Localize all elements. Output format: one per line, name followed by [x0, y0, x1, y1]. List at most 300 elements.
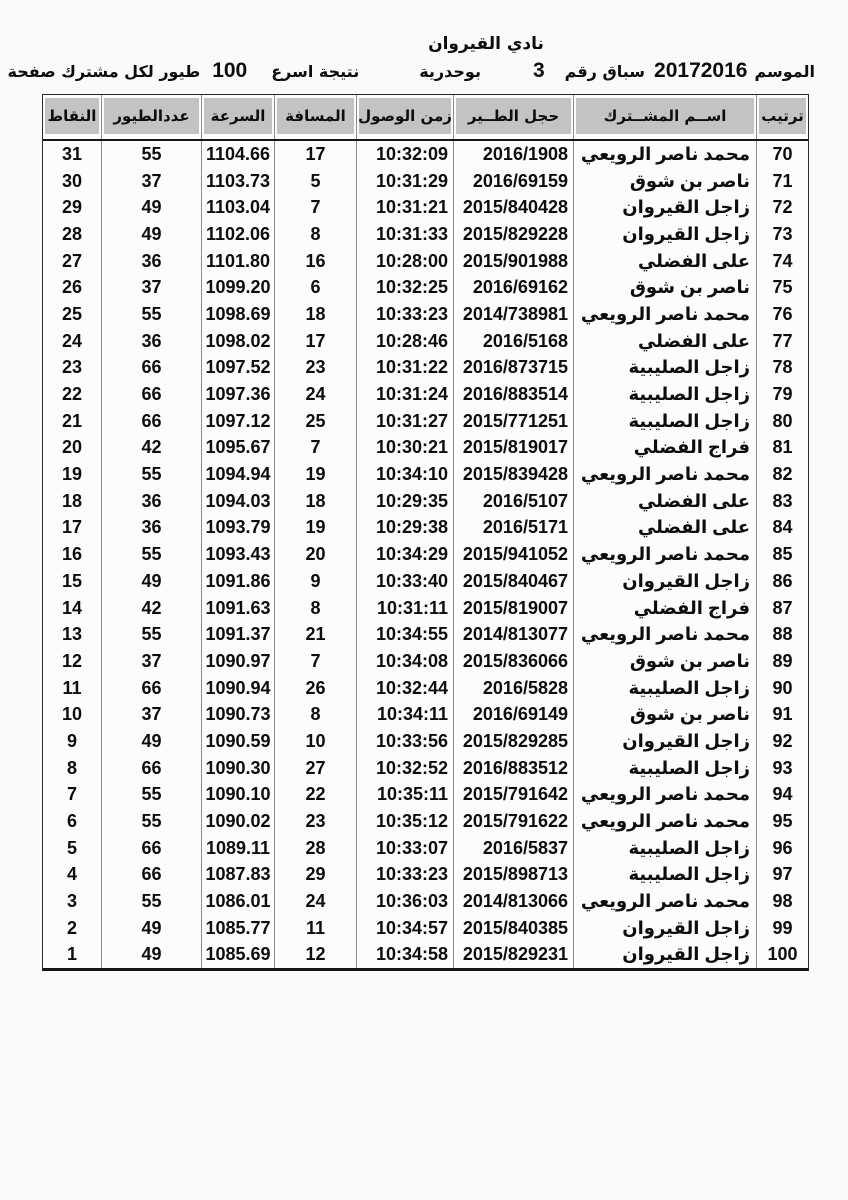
cell-name: زاجل القيروان	[573, 194, 756, 221]
cell-ring: 2015/941052	[453, 541, 573, 568]
cell-name: زاجل الصليبية	[573, 755, 756, 782]
cell-birds: 37	[101, 168, 201, 195]
cell-speed: 1101.80	[201, 248, 274, 275]
cell-distance: 21	[274, 621, 356, 648]
cell-time: 10:28:46	[356, 328, 453, 355]
cell-name: محمد ناصر الرويعي	[573, 301, 756, 328]
cell-birds: 49	[101, 942, 201, 969]
cell-birds: 66	[101, 355, 201, 382]
cell-points: 22	[61, 384, 83, 405]
cell-birds: 55	[101, 141, 201, 168]
cell-distance: 25	[274, 408, 356, 435]
cell-rank: 83	[756, 488, 808, 515]
cell-speed: 1104.66	[201, 141, 274, 168]
season-label: الموسم	[754, 62, 815, 81]
cell-distance: 19	[274, 461, 356, 488]
cell-time: 10:29:35	[356, 488, 453, 515]
cell-distance: 5	[274, 168, 356, 195]
cell-distance: 7	[274, 194, 356, 221]
cell-time: 10:35:12	[356, 808, 453, 835]
cell-birds: 36	[101, 328, 201, 355]
cell-points: 1	[67, 944, 78, 965]
cell-speed: 1098.02	[201, 328, 274, 355]
cell-points: 24	[61, 330, 83, 351]
cell-name: زاجل القيروان	[573, 915, 756, 942]
cell-time: 10:34:10	[356, 461, 453, 488]
table-row	[43, 488, 808, 515]
cell-birds: 36	[101, 248, 201, 275]
cell-points: 18	[61, 490, 83, 511]
cell-rank: 90	[756, 675, 808, 702]
table-row	[43, 782, 808, 809]
cell-ring: 2015/898713	[453, 862, 573, 889]
cell-rank: 100	[756, 942, 808, 969]
cell-ring: 2016/5107	[453, 488, 573, 515]
cell-ring: 2015/771251	[453, 408, 573, 435]
table-row	[43, 248, 808, 275]
cell-ring: 2015/829285	[453, 728, 573, 755]
cell-birds: 66	[101, 835, 201, 862]
cell-time: 10:34:29	[356, 541, 453, 568]
table-row	[43, 194, 808, 221]
cell-name: محمد ناصر الرويعي	[573, 782, 756, 809]
cell-distance: 8	[274, 701, 356, 728]
header-points	[43, 95, 101, 139]
cell-time: 10:31:22	[356, 355, 453, 382]
cell-speed: 1090.10	[201, 782, 274, 809]
cell-points: 11	[62, 677, 82, 698]
cell-ring: 2016/873715	[453, 355, 573, 382]
cell-time: 10:29:38	[356, 515, 453, 542]
cell-name: زاجل الصليبية	[573, 675, 756, 702]
header-bird-count	[101, 95, 201, 139]
cell-points: 5	[67, 837, 78, 858]
cell-speed: 1090.02	[201, 808, 274, 835]
cell-birds: 49	[101, 194, 201, 221]
cell-points: 14	[61, 597, 83, 618]
cell-speed: 1089.11	[201, 835, 274, 862]
table-row	[43, 381, 808, 408]
cell-points: 10	[61, 704, 83, 725]
cell-points: 23	[61, 357, 83, 378]
header-arrival-time-label: زمن الوصول	[359, 98, 451, 134]
cell-rank: 73	[756, 221, 808, 248]
cell-points: 8	[67, 757, 78, 778]
cell-birds: 49	[101, 568, 201, 595]
cell-name: زاجل الصليبية	[573, 862, 756, 889]
table-row	[43, 541, 808, 568]
cell-distance: 10	[274, 728, 356, 755]
cell-rank: 74	[756, 248, 808, 275]
cell-time: 10:33:07	[356, 835, 453, 862]
cell-points: 13	[61, 624, 83, 645]
club-title: نادي القيروان	[428, 34, 544, 54]
cell-birds: 55	[101, 782, 201, 809]
cell-points: 25	[61, 303, 83, 324]
cell-distance: 24	[274, 888, 356, 915]
cell-birds: 36	[101, 515, 201, 542]
cell-rank: 91	[756, 701, 808, 728]
cell-birds: 49	[101, 221, 201, 248]
cell-time: 10:32:25	[356, 274, 453, 301]
cell-speed: 1099.20	[201, 274, 274, 301]
cell-time: 10:34:08	[356, 648, 453, 675]
table-row	[43, 595, 808, 622]
cell-distance: 9	[274, 568, 356, 595]
cell-name: ناصر بن شوق	[573, 648, 756, 675]
cell-speed: 1090.94	[201, 675, 274, 702]
header-rank	[756, 95, 808, 139]
race-number-value: 3	[532, 59, 545, 82]
cell-speed: 1090.73	[201, 701, 274, 728]
cell-distance: 18	[274, 301, 356, 328]
table-row	[43, 835, 808, 862]
cell-distance: 11	[274, 915, 356, 942]
header-bird-ring-label: حجل الطــير	[456, 98, 571, 134]
cell-speed: 1103.73	[201, 168, 274, 195]
cell-rank: 99	[756, 915, 808, 942]
cell-name: زاجل الصليبية	[573, 408, 756, 435]
cell-time: 10:28:00	[356, 248, 453, 275]
cell-distance: 8	[274, 595, 356, 622]
cell-name: زاجل الصليبية	[573, 355, 756, 382]
cell-ring: 2015/819017	[453, 435, 573, 462]
cell-birds: 36	[101, 488, 201, 515]
cell-name: محمد ناصر الرويعي	[573, 888, 756, 915]
cell-time: 10:32:09	[356, 141, 453, 168]
cell-distance: 17	[274, 328, 356, 355]
table-body	[43, 141, 808, 968]
cell-speed: 1085.69	[201, 942, 274, 969]
cell-birds: 37	[101, 701, 201, 728]
cell-distance: 23	[274, 808, 356, 835]
header-participant-name-label: اســم المشــترك	[576, 98, 754, 134]
cell-distance: 12	[274, 942, 356, 969]
cell-ring: 2015/901988	[453, 248, 573, 275]
cell-time: 10:34:11	[356, 701, 453, 728]
cell-name: محمد ناصر الرويعي	[573, 141, 756, 168]
cell-time: 10:31:21	[356, 194, 453, 221]
cell-birds: 55	[101, 541, 201, 568]
cell-rank: 89	[756, 648, 808, 675]
cell-rank: 84	[756, 515, 808, 542]
header-speed	[201, 95, 274, 139]
cell-time: 10:31:29	[356, 168, 453, 195]
cell-points: 4	[67, 864, 78, 885]
cell-birds: 66	[101, 381, 201, 408]
cell-name: ناصر بن شوق	[573, 274, 756, 301]
table-row	[43, 648, 808, 675]
table-row	[43, 568, 808, 595]
cell-rank: 71	[756, 168, 808, 195]
cell-speed: 1097.52	[201, 355, 274, 382]
per-participant-label: طيور لكل مشترك صفحة	[7, 62, 201, 81]
table-row	[43, 461, 808, 488]
cell-ring: 2015/836066	[453, 648, 573, 675]
cell-rank: 98	[756, 888, 808, 915]
cell-points: 29	[61, 197, 83, 218]
cell-ring: 2016/5837	[453, 835, 573, 862]
report-info-line	[7, 59, 815, 83]
cell-name: على الفضلي	[573, 515, 756, 542]
cell-distance: 7	[274, 435, 356, 462]
cell-distance: 20	[274, 541, 356, 568]
cell-points: 28	[61, 223, 83, 244]
cell-distance: 19	[274, 515, 356, 542]
cell-distance: 24	[274, 381, 356, 408]
cell-ring: 2015/829231	[453, 942, 573, 969]
cell-points: 31	[61, 143, 83, 164]
cell-speed: 1095.67	[201, 435, 274, 462]
cell-speed: 1091.37	[201, 621, 274, 648]
cell-rank: 95	[756, 808, 808, 835]
cell-rank: 82	[756, 461, 808, 488]
table-row	[43, 408, 808, 435]
cell-birds: 37	[101, 274, 201, 301]
cell-points: 17	[61, 517, 83, 538]
cell-rank: 72	[756, 194, 808, 221]
cell-speed: 1087.83	[201, 862, 274, 889]
cell-birds: 37	[101, 648, 201, 675]
cell-rank: 88	[756, 621, 808, 648]
cell-time: 10:33:56	[356, 728, 453, 755]
cell-points: 30	[61, 170, 83, 191]
result-count-value: 100	[212, 59, 248, 82]
cell-points: 12	[61, 650, 83, 671]
cell-rank: 92	[756, 728, 808, 755]
table-row	[43, 888, 808, 915]
table-row	[43, 168, 808, 195]
table-row	[43, 515, 808, 542]
cell-ring: 2015/791622	[453, 808, 573, 835]
cell-distance: 26	[274, 675, 356, 702]
cell-speed: 1098.69	[201, 301, 274, 328]
cell-name: زاجل القيروان	[573, 728, 756, 755]
cell-name: فراج الفضلي	[573, 435, 756, 462]
race-number-label: سباق رقم	[564, 62, 646, 81]
cell-points: 6	[67, 811, 78, 832]
cell-time: 10:32:44	[356, 675, 453, 702]
cell-birds: 66	[101, 862, 201, 889]
cell-points: 27	[61, 250, 83, 271]
cell-rank: 96	[756, 835, 808, 862]
cell-distance: 16	[274, 248, 356, 275]
header-arrival-time	[356, 95, 453, 139]
cell-birds: 66	[101, 408, 201, 435]
cell-time: 10:31:24	[356, 381, 453, 408]
cell-rank: 78	[756, 355, 808, 382]
cell-time: 10:33:23	[356, 301, 453, 328]
cell-distance: 7	[274, 648, 356, 675]
table-row	[43, 701, 808, 728]
table-row	[43, 728, 808, 755]
table-row	[43, 915, 808, 942]
results-table	[42, 94, 809, 971]
cell-birds: 55	[101, 621, 201, 648]
cell-distance: 17	[274, 141, 356, 168]
cell-birds: 55	[101, 301, 201, 328]
cell-time: 10:33:40	[356, 568, 453, 595]
cell-distance: 8	[274, 221, 356, 248]
cell-speed: 1103.04	[201, 194, 274, 221]
cell-speed: 1097.36	[201, 381, 274, 408]
cell-name: فراج الفضلي	[573, 595, 756, 622]
cell-ring: 2016/5828	[453, 675, 573, 702]
cell-ring: 2015/829228	[453, 221, 573, 248]
cell-name: ناصر بن شوق	[573, 168, 756, 195]
cell-speed: 1094.03	[201, 488, 274, 515]
cell-speed: 1094.94	[201, 461, 274, 488]
table-row	[43, 274, 808, 301]
cell-ring: 2016/883514	[453, 381, 573, 408]
table-row	[43, 808, 808, 835]
table-row	[43, 435, 808, 462]
cell-speed: 1086.01	[201, 888, 274, 915]
cell-time: 10:33:23	[356, 862, 453, 889]
season-value: 20172016	[654, 59, 748, 82]
cell-ring: 2015/840467	[453, 568, 573, 595]
cell-points: 7	[67, 784, 78, 805]
cell-points: 20	[61, 437, 83, 458]
cell-rank: 81	[756, 435, 808, 462]
cell-birds: 66	[101, 675, 201, 702]
cell-points: 2	[67, 917, 78, 938]
cell-name: زاجل القيروان	[573, 568, 756, 595]
cell-ring: 2015/839428	[453, 461, 573, 488]
table-row	[43, 221, 808, 248]
cell-speed: 1085.77	[201, 915, 274, 942]
cell-points: 26	[61, 277, 83, 298]
cell-speed: 1093.79	[201, 515, 274, 542]
cell-ring: 2016/1908	[453, 141, 573, 168]
cell-rank: 87	[756, 595, 808, 622]
cell-time: 10:31:33	[356, 221, 453, 248]
cell-rank: 79	[756, 381, 808, 408]
cell-distance: 23	[274, 355, 356, 382]
cell-ring: 2014/738981	[453, 301, 573, 328]
cell-distance: 6	[274, 274, 356, 301]
cell-ring: 2015/840385	[453, 915, 573, 942]
cell-rank: 70	[756, 141, 808, 168]
cell-speed: 1102.06	[201, 221, 274, 248]
cell-time: 10:34:55	[356, 621, 453, 648]
cell-speed: 1093.43	[201, 541, 274, 568]
cell-speed: 1091.63	[201, 595, 274, 622]
cell-name: زاجل الصليبية	[573, 381, 756, 408]
cell-name: زاجل القيروان	[573, 942, 756, 969]
cell-distance: 18	[274, 488, 356, 515]
cell-birds: 55	[101, 461, 201, 488]
header-points-label: النقاط	[45, 98, 99, 134]
cell-distance: 22	[274, 782, 356, 809]
cell-name: محمد ناصر الرويعي	[573, 621, 756, 648]
cell-ring: 2015/791642	[453, 782, 573, 809]
cell-ring: 2016/69159	[453, 168, 573, 195]
cell-time: 10:35:11	[356, 782, 453, 809]
header-bird-count-label: عددالطيور	[104, 98, 199, 134]
cell-rank: 85	[756, 541, 808, 568]
result-type-label: نتيجة اسرع	[271, 62, 360, 81]
cell-rank: 77	[756, 328, 808, 355]
cell-name: محمد ناصر الرويعي	[573, 808, 756, 835]
cell-distance: 27	[274, 755, 356, 782]
cell-ring: 2016/883512	[453, 755, 573, 782]
header-rank-label: ترتيب	[759, 98, 806, 134]
header-distance	[274, 95, 356, 139]
cell-ring: 2016/5168	[453, 328, 573, 355]
table-row	[43, 301, 808, 328]
cell-rank: 86	[756, 568, 808, 595]
cell-name: محمد ناصر الرويعي	[573, 461, 756, 488]
cell-ring: 2015/819007	[453, 595, 573, 622]
cell-speed: 1090.59	[201, 728, 274, 755]
cell-rank: 76	[756, 301, 808, 328]
header-bird-ring	[453, 95, 573, 139]
header-speed-label: السرعة	[204, 98, 272, 134]
cell-name: ناصر بن شوق	[573, 701, 756, 728]
cell-points: 19	[61, 464, 83, 485]
cell-name: زاجل القيروان	[573, 221, 756, 248]
release-location: بوحدرية	[419, 62, 481, 81]
cell-points: 9	[67, 730, 78, 751]
cell-points: 3	[67, 891, 78, 912]
header-participant-name	[573, 95, 756, 139]
cell-points: 16	[61, 544, 83, 565]
table-row	[43, 141, 808, 168]
cell-rank: 93	[756, 755, 808, 782]
header-distance-label: المسافة	[277, 98, 354, 134]
cell-birds: 49	[101, 728, 201, 755]
cell-birds: 55	[101, 888, 201, 915]
cell-rank: 80	[756, 408, 808, 435]
cell-name: محمد ناصر الرويعي	[573, 541, 756, 568]
cell-time: 10:34:58	[356, 942, 453, 969]
cell-speed: 1090.30	[201, 755, 274, 782]
cell-speed: 1097.12	[201, 408, 274, 435]
cell-name: زاجل الصليبية	[573, 835, 756, 862]
cell-ring: 2016/5171	[453, 515, 573, 542]
cell-distance: 29	[274, 862, 356, 889]
table-row	[43, 755, 808, 782]
table-header-row	[43, 95, 808, 141]
cell-time: 10:30:21	[356, 435, 453, 462]
table-row	[43, 355, 808, 382]
cell-ring: 2016/69149	[453, 701, 573, 728]
cell-ring: 2015/840428	[453, 194, 573, 221]
cell-name: على الفضلي	[573, 488, 756, 515]
cell-ring: 2014/813077	[453, 621, 573, 648]
cell-birds: 66	[101, 755, 201, 782]
cell-birds: 49	[101, 915, 201, 942]
cell-ring: 2014/813066	[453, 888, 573, 915]
cell-speed: 1091.86	[201, 568, 274, 595]
cell-ring: 2016/69162	[453, 274, 573, 301]
cell-time: 10:34:57	[356, 915, 453, 942]
cell-speed: 1090.97	[201, 648, 274, 675]
cell-time: 10:31:11	[356, 595, 453, 622]
table-row	[43, 675, 808, 702]
cell-time: 10:36:03	[356, 888, 453, 915]
table-row	[43, 862, 808, 889]
cell-rank: 75	[756, 274, 808, 301]
cell-points: 15	[61, 570, 83, 591]
cell-name: على الفضلي	[573, 248, 756, 275]
cell-rank: 97	[756, 862, 808, 889]
cell-rank: 94	[756, 782, 808, 809]
cell-birds: 42	[101, 435, 201, 462]
table-row	[43, 942, 808, 969]
table-row	[43, 621, 808, 648]
